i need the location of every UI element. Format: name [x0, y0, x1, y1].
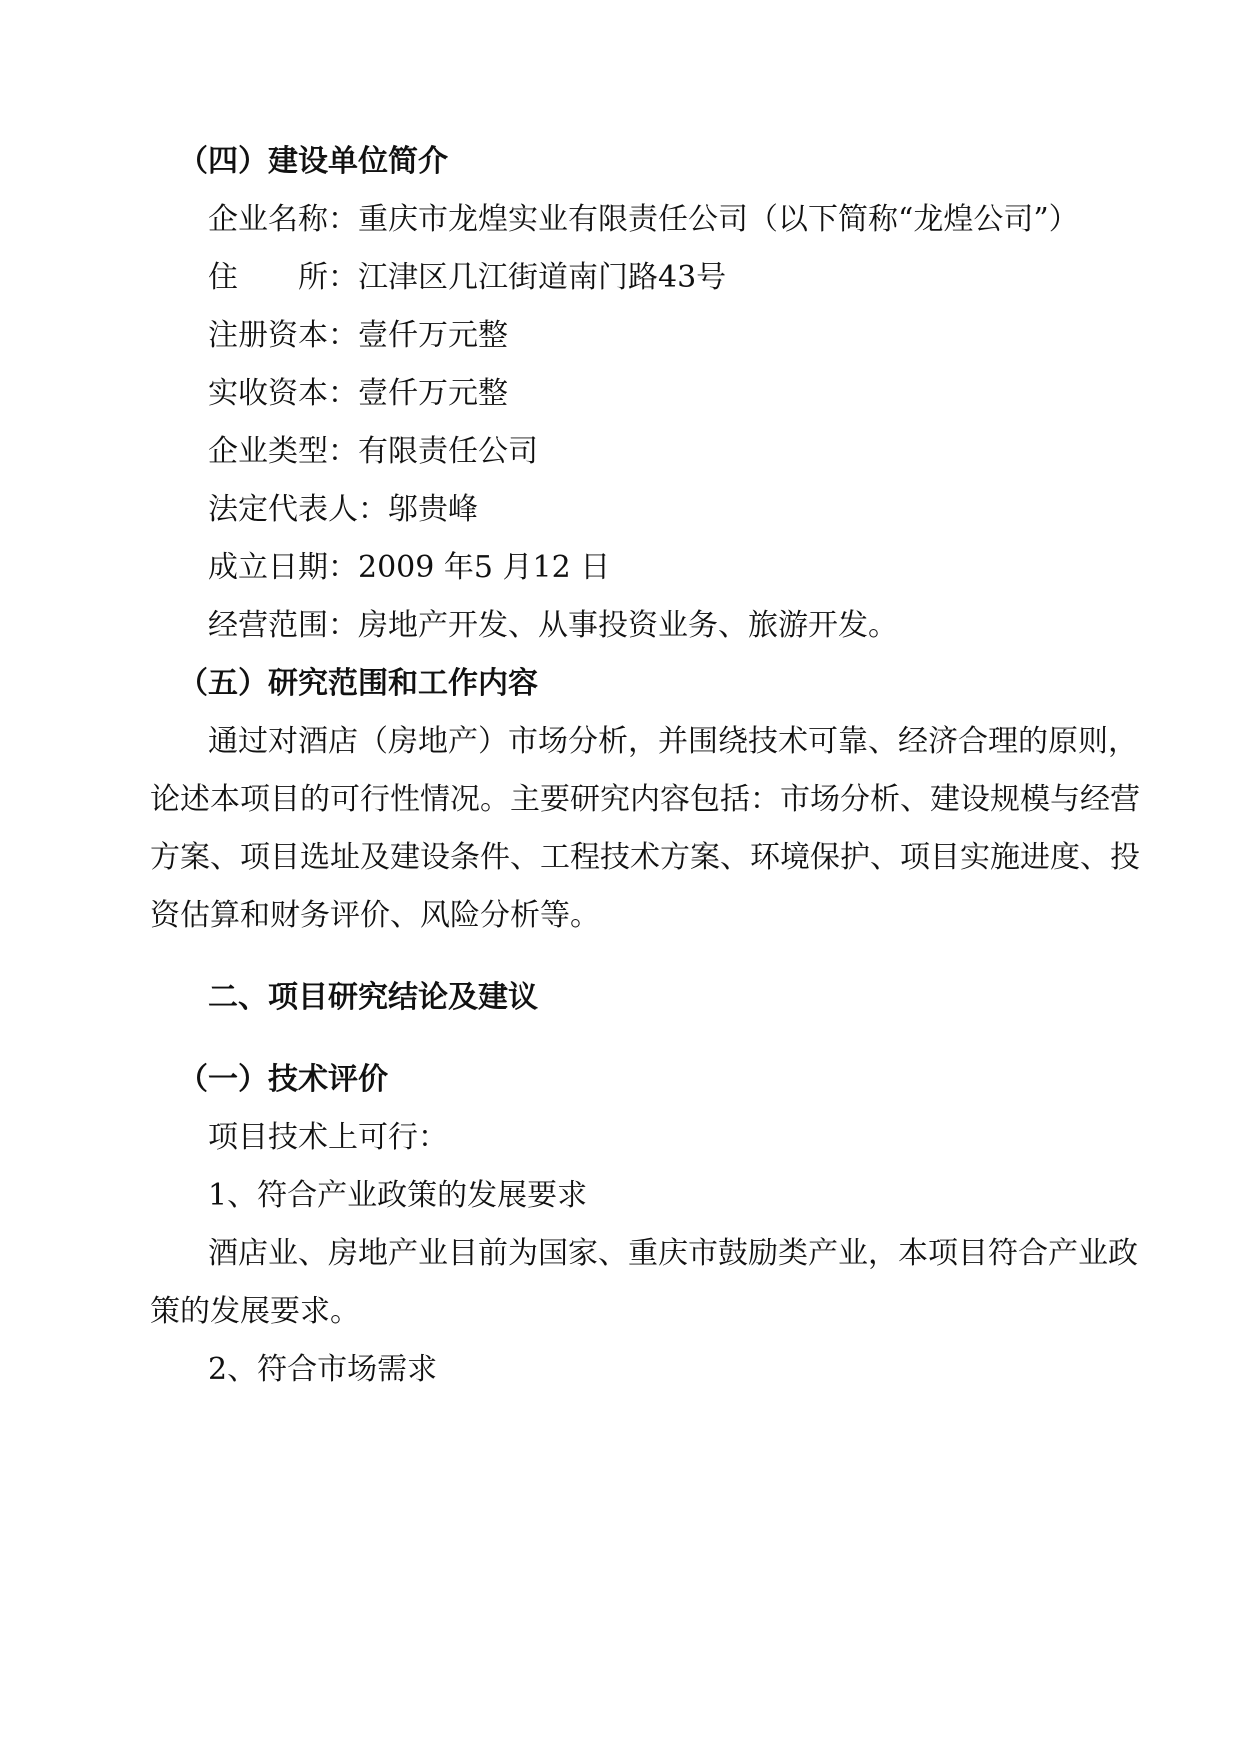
chapter-2-heading: 二、项目研究结论及建议	[208, 980, 538, 1015]
section-5-heading: （五）研究范围和工作内容	[178, 666, 538, 701]
paragraph-line: 论述本项目的可行性情况。主要研究内容包括：市场分析、建设规模与经营	[150, 782, 1140, 817]
company-type-line: 企业类型：有限责任公司	[208, 434, 538, 469]
registered-capital-line: 注册资本：壹仟万元整	[208, 318, 508, 353]
paragraph-line: 通过对酒店（房地产）市场分析，并围绕技术可靠、经济合理的原则，	[208, 724, 1138, 759]
address-line: 住 所：江津区几江街道南门路43号	[208, 260, 727, 295]
technical-intro-line: 项目技术上可行：	[208, 1120, 448, 1155]
paragraph-line: 方案、项目选址及建设条件、工程技术方案、环境保护、项目实施进度、投	[150, 840, 1140, 875]
item-1-title: 1、符合产业政策的发展要求	[208, 1178, 588, 1213]
established-date-line: 成立日期：2009 年5 月12 日	[208, 550, 611, 585]
paid-in-capital-line: 实收资本：壹仟万元整	[208, 376, 508, 411]
subsection-1-heading: （一）技术评价	[178, 1062, 388, 1097]
section-4-heading: （四）建设单位简介	[178, 144, 448, 179]
item-1-paragraph-line: 策的发展要求。	[150, 1294, 360, 1329]
legal-representative-line: 法定代表人：邬贵峰	[208, 492, 478, 527]
paragraph-line: 资估算和财务评价、风险分析等。	[150, 898, 600, 933]
item-1-paragraph-line: 酒店业、房地产业目前为国家、重庆市鼓励类产业，本项目符合产业政	[208, 1236, 1138, 1271]
item-2-title: 2、符合市场需求	[208, 1352, 438, 1387]
company-name-line: 企业名称：重庆市龙煌实业有限责任公司（以下简称“龙煌公司”）	[208, 202, 1079, 237]
business-scope-line: 经营范围：房地产开发、从事投资业务、旅游开发。	[208, 608, 898, 643]
